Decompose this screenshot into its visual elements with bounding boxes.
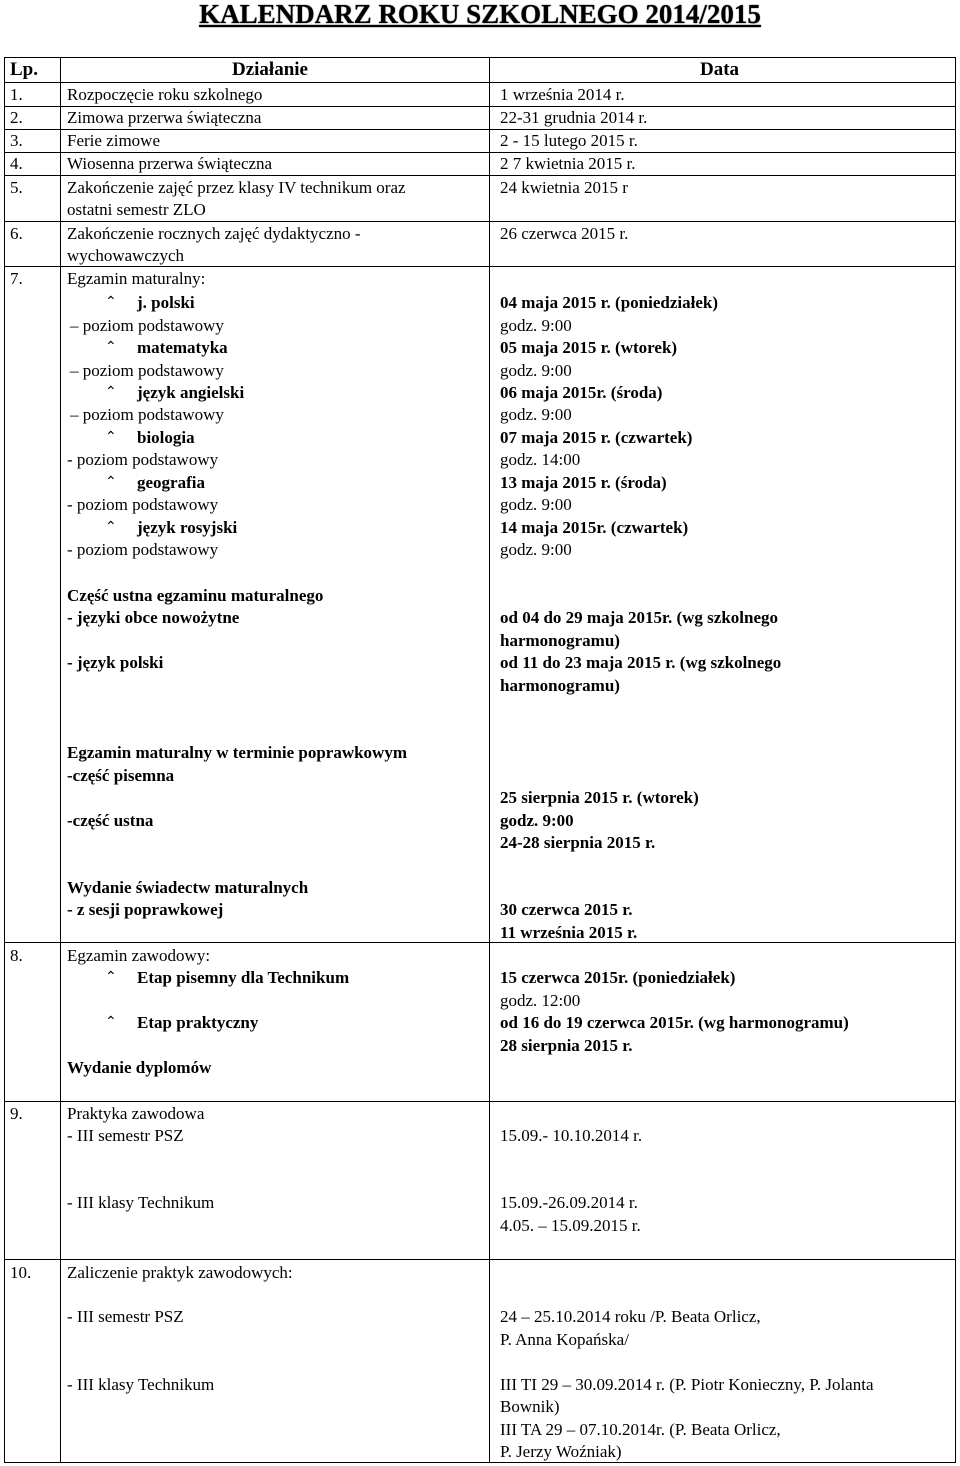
zaliczenie-psz-date-2: P. Anna Kopańska/ xyxy=(500,1330,629,1349)
subject-name: j. polski xyxy=(137,293,195,312)
row-1-action: Rozpoczęcie roku szkolnego xyxy=(67,85,263,104)
zawodowy-written: Etap pisemny dla Technikum xyxy=(137,968,350,987)
row-4-date: 2 7 kwietnia 2015 r. xyxy=(500,154,636,173)
header-lp: Lp. xyxy=(10,59,38,80)
subject-level: – poziom podstawowy xyxy=(70,316,224,335)
row-6-date: 26 czerwca 2015 r. xyxy=(500,224,629,243)
subject-level: – poziom podstawowy xyxy=(70,361,224,380)
retake-written-time: godz. 9:00 xyxy=(500,811,574,830)
praktyka-title: Praktyka zawodowa xyxy=(67,1104,205,1123)
row-4-action: Wiosenna przerwa świąteczna xyxy=(67,154,273,173)
row-2-date: 22-31 grudnia 2014 r. xyxy=(500,108,648,127)
subject-name: geografia xyxy=(137,473,205,492)
subject-date: 06 maja 2015r. (środa) xyxy=(500,383,663,402)
row-1-date: 1 września 2014 r. xyxy=(500,85,625,104)
oral-polish-date-line2: harmonogramu) xyxy=(500,676,620,695)
row-5-action-line2: ostatni semestr ZLO xyxy=(67,200,206,219)
oral-foreign: - języki obce nowożytne xyxy=(67,608,240,627)
subject-level: - poziom podstawowy xyxy=(67,450,219,469)
retake-oral-date: 24-28 sierpnia 2015 r. xyxy=(500,833,656,852)
subject-name: biologia xyxy=(137,428,195,447)
cert-title: Wydanie świadectw maturalnych xyxy=(67,878,309,897)
row-2-action: Zimowa przerwa świąteczna xyxy=(67,108,262,127)
row-7-lp: 7. xyxy=(10,269,23,288)
praktyka-psz: - III semestr PSZ xyxy=(67,1126,184,1145)
pyramid-bullet-icon: ⌃ xyxy=(105,520,117,535)
oral-foreign-date-line2: harmonogramu) xyxy=(500,631,620,650)
zaliczenie-psz-date-1: 24 – 25.10.2014 roku /P. Beata Orlicz, xyxy=(500,1307,761,1326)
zawodowy-written-date: 15 czerwca 2015r. (poniedziałek) xyxy=(500,968,736,987)
row-5-date: 24 kwietnia 2015 r xyxy=(500,178,628,197)
row-6-action-line1: Zakończenie rocznych zajęć dydaktyczno - xyxy=(67,224,361,243)
zaliczenie-tech-date-2: Bownik) xyxy=(500,1397,560,1416)
header-data: Data xyxy=(700,59,740,80)
subject-time: godz. 9:00 xyxy=(500,495,572,514)
zawodowy-practical-date: od 16 do 19 czerwca 2015r. (wg harmonogramu) xyxy=(500,1013,849,1032)
zawodowy-practical: Etap praktyczny xyxy=(137,1013,259,1032)
zaliczenie-tech-date-3: III TA 29 – 07.10.2014r. (P. Beata Orlicz, xyxy=(500,1420,781,1439)
zaliczenie-tech-date-4: P. Jerzy Woźniak) xyxy=(500,1442,622,1461)
row-9-lp: 9. xyxy=(10,1104,23,1123)
pyramid-bullet-icon: ⌃ xyxy=(105,475,117,490)
pyramid-bullet-icon: ⌃ xyxy=(105,340,117,355)
zawodowy-diploma-date: 28 sierpnia 2015 r. xyxy=(500,1036,633,1055)
zawodowy-title: Egzamin zawodowy: xyxy=(67,946,211,965)
subject-date: 14 maja 2015r. (czwartek) xyxy=(500,518,689,537)
subject-time: godz. 9:00 xyxy=(500,540,572,559)
row-5-action-line1: Zakończenie zajęć przez klasy IV technikum oraz xyxy=(67,178,406,197)
retake-written-date: 25 sierpnia 2015 r. (wtorek) xyxy=(500,788,699,807)
oral-polish: - język polski xyxy=(67,653,164,672)
row-8-lp: 8. xyxy=(10,946,23,965)
subject-level: – poziom podstawowy xyxy=(70,405,224,424)
row-6-lp: 6. xyxy=(10,224,23,243)
pyramid-bullet-icon: ⌃ xyxy=(105,1015,117,1030)
subject-level: - poziom podstawowy xyxy=(67,495,219,514)
oral-polish-date-line1: od 11 do 23 maja 2015 r. (wg szkolnego xyxy=(500,653,782,672)
row-4-lp: 4. xyxy=(10,154,23,173)
matura-title: Egzamin maturalny: xyxy=(67,269,206,288)
retake-title: Egzamin maturalny w terminie poprawkowym xyxy=(67,743,407,762)
cert-date: 30 czerwca 2015 r. xyxy=(500,900,633,919)
row-10-lp: 10. xyxy=(10,1263,32,1282)
subject-name: język angielski xyxy=(137,383,245,402)
pyramid-bullet-icon: ⌃ xyxy=(105,970,117,985)
row-3-action: Ferie zimowe xyxy=(67,131,160,150)
pyramid-bullet-icon: ⌃ xyxy=(105,385,117,400)
subject-name: język rosyjski xyxy=(137,518,238,537)
subject-time: godz. 9:00 xyxy=(500,361,572,380)
praktyka-psz-date: 15.09.- 10.10.2014 r. xyxy=(500,1126,643,1145)
row-6-action-line2: wychowawczych xyxy=(67,246,185,265)
cert-retake: - z sesji poprawkowej xyxy=(67,900,224,919)
row-3-lp: 3. xyxy=(10,131,23,150)
praktyka-tech: - III klasy Technikum xyxy=(67,1193,215,1212)
zaliczenie-title: Zaliczenie praktyk zawodowych: xyxy=(67,1263,293,1282)
praktyka-tech-date-1: 15.09.-26.09.2014 r. xyxy=(500,1193,638,1212)
zawodowy-diploma: Wydanie dyplomów xyxy=(67,1058,212,1077)
subject-date: 05 maja 2015 r. (wtorek) xyxy=(500,338,678,357)
subject-date: 04 maja 2015 r. (poniedziałek) xyxy=(500,293,719,312)
subject-date: 07 maja 2015 r. (czwartek) xyxy=(500,428,693,447)
header-dzialanie: Działanie xyxy=(232,59,308,80)
retake-oral: -część ustna xyxy=(67,811,154,830)
pyramid-bullet-icon: ⌃ xyxy=(105,430,117,445)
row-2-lp: 2. xyxy=(10,108,23,127)
zaliczenie-tech-date-1: III TI 29 – 30.09.2014 r. (P. Piotr Konieczny, P. Jolanta xyxy=(500,1375,874,1394)
praktyka-tech-date-2: 4.05. – 15.09.2015 r. xyxy=(500,1216,641,1235)
zaliczenie-psz: - III semestr PSZ xyxy=(67,1307,184,1326)
row-1-lp: 1. xyxy=(10,85,23,104)
oral-foreign-date-line1: od 04 do 29 maja 2015r. (wg szkolnego xyxy=(500,608,778,627)
row-3-date: 2 - 15 lutego 2015 r. xyxy=(500,131,638,150)
subject-name: matematyka xyxy=(137,338,228,357)
retake-written: -część pisemna xyxy=(67,766,175,785)
subject-time: godz. 9:00 xyxy=(500,405,572,424)
zaliczenie-tech: - III klasy Technikum xyxy=(67,1375,215,1394)
subject-time: godz. 14:00 xyxy=(500,450,581,469)
subject-level: - poziom podstawowy xyxy=(67,540,219,559)
page-title: KALENDARZ ROKU SZKOLNEGO 2014/2015 xyxy=(199,0,761,29)
subject-date: 13 maja 2015 r. (środa) xyxy=(500,473,667,492)
row-5-lp: 5. xyxy=(10,178,23,197)
subject-time: godz. 9:00 xyxy=(500,316,572,335)
zawodowy-written-time: godz. 12:00 xyxy=(500,991,581,1010)
oral-title: Część ustna egzaminu maturalnego xyxy=(67,586,324,605)
cert-retake-date: 11 września 2015 r. xyxy=(500,923,638,942)
pyramid-bullet-icon: ⌃ xyxy=(105,295,117,310)
